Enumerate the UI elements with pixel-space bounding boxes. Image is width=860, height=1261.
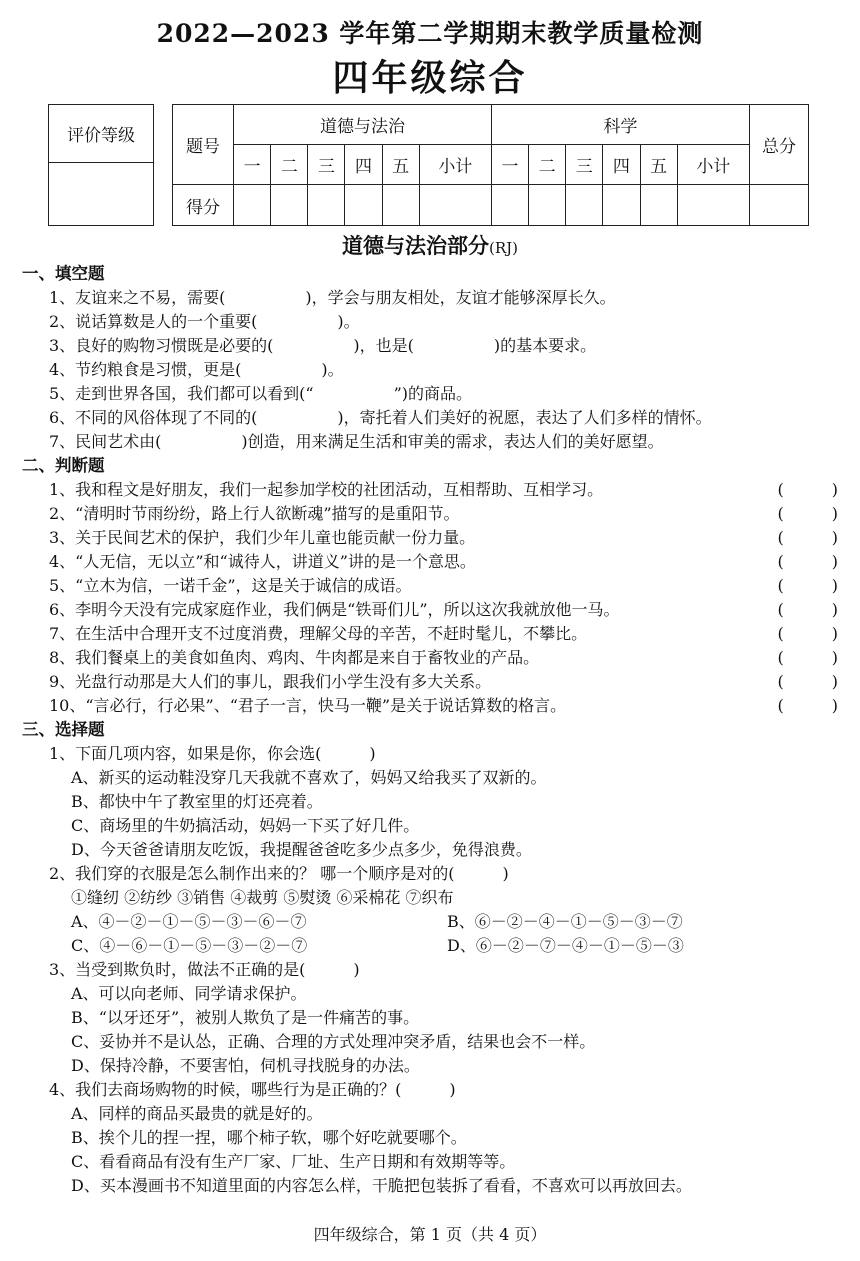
moral-col-1: 一 <box>234 145 271 185</box>
answer-paren: ( ) <box>777 696 838 715</box>
fill-blank-item: 1、友谊来之不易，需要( )，学会与朋友相处，友谊才能够深厚长久。 <box>49 288 616 307</box>
section-title-text: 道德与法治部分 <box>341 233 489 258</box>
choice-option: A、可以向老师、同学请求保护。 <box>71 984 307 1003</box>
choice-option: B、挨个儿的捏一捏，哪个柿子软，哪个好吃就要哪个。 <box>71 1128 467 1147</box>
score-cell <box>234 185 271 226</box>
fill-blank-item: 7、民间艺术由( )创造，用来满足生活和审美的需求，表达人们的美好愿望。 <box>49 432 664 451</box>
science-col-1: 一 <box>491 145 528 185</box>
answer-paren: ( ) <box>777 528 838 547</box>
choice-option: D、今天爸爸请朋友吃饭，我提醒爸爸吃多少点多少，免得浪费。 <box>71 840 532 859</box>
answer-paren: ( ) <box>777 648 838 667</box>
moral-col-subtotal: 小计 <box>419 145 491 185</box>
score-table <box>172 104 809 226</box>
science-col-5: 五 <box>640 145 677 185</box>
choice-option: A、④－②－①－⑤－③－⑥－⑦ <box>71 912 307 931</box>
judge-item <box>22 526 842 550</box>
fill-blank-item: 4、节约粮食是习惯，更是( )。 <box>49 360 344 379</box>
choice-option: C、商场里的牛奶搞活动，妈妈一下买了好几件。 <box>71 816 420 835</box>
group-moral: 道德与法治 <box>234 105 492 145</box>
choice-question-stem: 1、下面几项内容，如果是你，你会选( ) <box>49 744 376 763</box>
judge-text: 10、“言必行，行必果”、“君子一言，快马一鞭”是关于说话算数的格言。 <box>49 696 567 715</box>
score-cell <box>640 185 677 226</box>
choice-option: C、④－⑥－①－⑤－③－②－⑦ <box>71 936 308 955</box>
choice-option: C、看看商品有没有生产厂家、厂址、生产日期和有效期等等。 <box>71 1152 516 1171</box>
judge-item <box>22 646 842 670</box>
judge-item <box>22 670 842 694</box>
answer-paren: ( ) <box>777 672 838 691</box>
page-footer: 四年级综合，第 1 页（共 4 页） <box>313 1225 547 1244</box>
judge-item <box>22 598 842 622</box>
choice-question-stem: 3、当受到欺负时，做法不正确的是( ) <box>49 960 360 979</box>
choice-option-row <box>22 910 842 934</box>
choice-question-stem: 2、我们穿的衣服是怎么制作出来的？ 哪一个顺序是对的( ) <box>49 864 509 883</box>
judge-item <box>22 574 842 598</box>
choice-option: C、妥协并不是认怂，正确、合理的方式处理冲突矛盾，结果也会不一样。 <box>71 1032 596 1051</box>
judge-text: 8、我们餐桌上的美食如鱼肉、鸡肉、牛肉都是来自于畜牧业的产品。 <box>49 648 540 667</box>
exam-subject-title: 四年级综合 <box>332 57 528 99</box>
science-col-2: 二 <box>529 145 566 185</box>
moral-col-4: 四 <box>345 145 382 185</box>
choice-option: D、保持冷静，不要害怕，伺机寻找脱身的办法。 <box>71 1056 420 1075</box>
judge-text: 9、光盘行动那是大人们的事儿，跟我们小学生没有多大关系。 <box>49 672 492 691</box>
judge-text: 4、“人无信，无以立”和“诚待人，讲道义”讲的是一个意思。 <box>49 552 476 571</box>
score-cell <box>566 185 603 226</box>
part1-heading: 一、填空题 <box>22 264 105 283</box>
grade-box <box>48 104 154 226</box>
part3-heading: 三、选择题 <box>22 720 105 739</box>
answer-paren: ( ) <box>777 576 838 595</box>
fill-blank-item: 2、说话算数是人的一个重要( )。 <box>49 312 360 331</box>
answer-paren: ( ) <box>777 624 838 643</box>
group-science: 科学 <box>491 105 749 145</box>
judge-item <box>22 694 842 718</box>
score-cell <box>491 185 528 226</box>
choice-option: A、同样的商品买最贵的就是好的。 <box>71 1104 323 1123</box>
score-cell <box>603 185 640 226</box>
judge-text: 1、我和程文是好朋友，我们一起参加学校的社团活动，互相帮助、互相学习。 <box>49 480 604 499</box>
science-col-4: 四 <box>603 145 640 185</box>
choice-question-stem: 4、我们去商场购物的时候，哪些行为是正确的？( ) <box>49 1080 456 1099</box>
score-cell <box>308 185 345 226</box>
fill-blank-item: 6、不同的风俗体现了不同的( )，寄托着人们美好的祝愿，表达了人们多样的情怀。 <box>49 408 712 427</box>
total-score-cell <box>750 185 809 226</box>
judge-item <box>22 478 842 502</box>
choice-option: B、都快中午了教室里的灯还亮着。 <box>71 792 323 811</box>
exam-title: 2022—2023 学年第二学期期末教学质量检测 <box>156 19 704 48</box>
fill-blank-item: 3、良好的购物习惯既是必要的( )，也是( )的基本要求。 <box>49 336 597 355</box>
total-label: 总分 <box>750 105 809 185</box>
moral-col-3: 三 <box>308 145 345 185</box>
judge-text: 5、“立木为信，一诺千金”，这是关于诚信的成语。 <box>49 576 412 595</box>
section-title <box>0 230 860 260</box>
judge-item <box>22 622 842 646</box>
answer-paren: ( ) <box>777 600 838 619</box>
grade-label: 评价等级 <box>49 105 154 163</box>
judge-item <box>22 550 842 574</box>
judge-item <box>22 502 842 526</box>
score-cell <box>345 185 382 226</box>
answer-paren: ( ) <box>777 504 838 523</box>
science-col-3: 三 <box>566 145 603 185</box>
choice-option: B、⑥－②－④－①－⑤－③－⑦ <box>447 912 683 931</box>
choice-option: D、⑥－②－⑦－④－①－⑤－③ <box>447 936 684 955</box>
score-cell <box>419 185 491 226</box>
answer-paren: ( ) <box>777 552 838 571</box>
judge-text: 7、在生活中合理开支不过度消费，理解父母的辛苦，不赶时髦儿，不攀比。 <box>49 624 588 643</box>
science-col-subtotal: 小计 <box>677 145 749 185</box>
row-label-score: 得分 <box>173 185 234 226</box>
process-steps: ①缝纫 ②纺纱 ③销售 ④裁剪 ⑤熨烫 ⑥采棉花 ⑦织布 <box>71 888 454 907</box>
question-content <box>22 262 842 1198</box>
fill-blank-item: 5、走到世界各国，我们都可以看到(“ ”)的商品。 <box>49 384 473 403</box>
judge-text: 2、“清明时节雨纷纷，路上行人欲断魂”描写的是重阳节。 <box>49 504 460 523</box>
score-cell <box>271 185 308 226</box>
part2-heading: 二、判断题 <box>22 456 105 475</box>
answer-paren: ( ) <box>777 480 838 499</box>
row-label-items: 题号 <box>173 105 234 185</box>
judge-text: 6、李明今天没有完成家庭作业，我们俩是“铁哥们儿”，所以这次我就放他一马。 <box>49 600 620 619</box>
score-cell <box>382 185 419 226</box>
choice-option: D、买本漫画书不知道里面的内容怎么样，干脆把包装拆了看看，不喜欢可以再放回去。 <box>71 1176 692 1195</box>
grade-value-cell <box>49 163 154 226</box>
choice-option-row <box>22 934 842 958</box>
score-cell <box>529 185 566 226</box>
choice-option: A、新买的运动鞋没穿几天我就不喜欢了，妈妈又给我买了双新的。 <box>71 768 547 787</box>
judge-text: 3、关于民间艺术的保护，我们少年儿童也能贡献一份力量。 <box>49 528 476 547</box>
choice-option: B、“以牙还牙”，被别人欺负了是一件痛苦的事。 <box>71 1008 420 1027</box>
section-subtitle: (RJ) <box>488 239 518 257</box>
score-cell <box>677 185 749 226</box>
moral-col-5: 五 <box>382 145 419 185</box>
moral-col-2: 二 <box>271 145 308 185</box>
